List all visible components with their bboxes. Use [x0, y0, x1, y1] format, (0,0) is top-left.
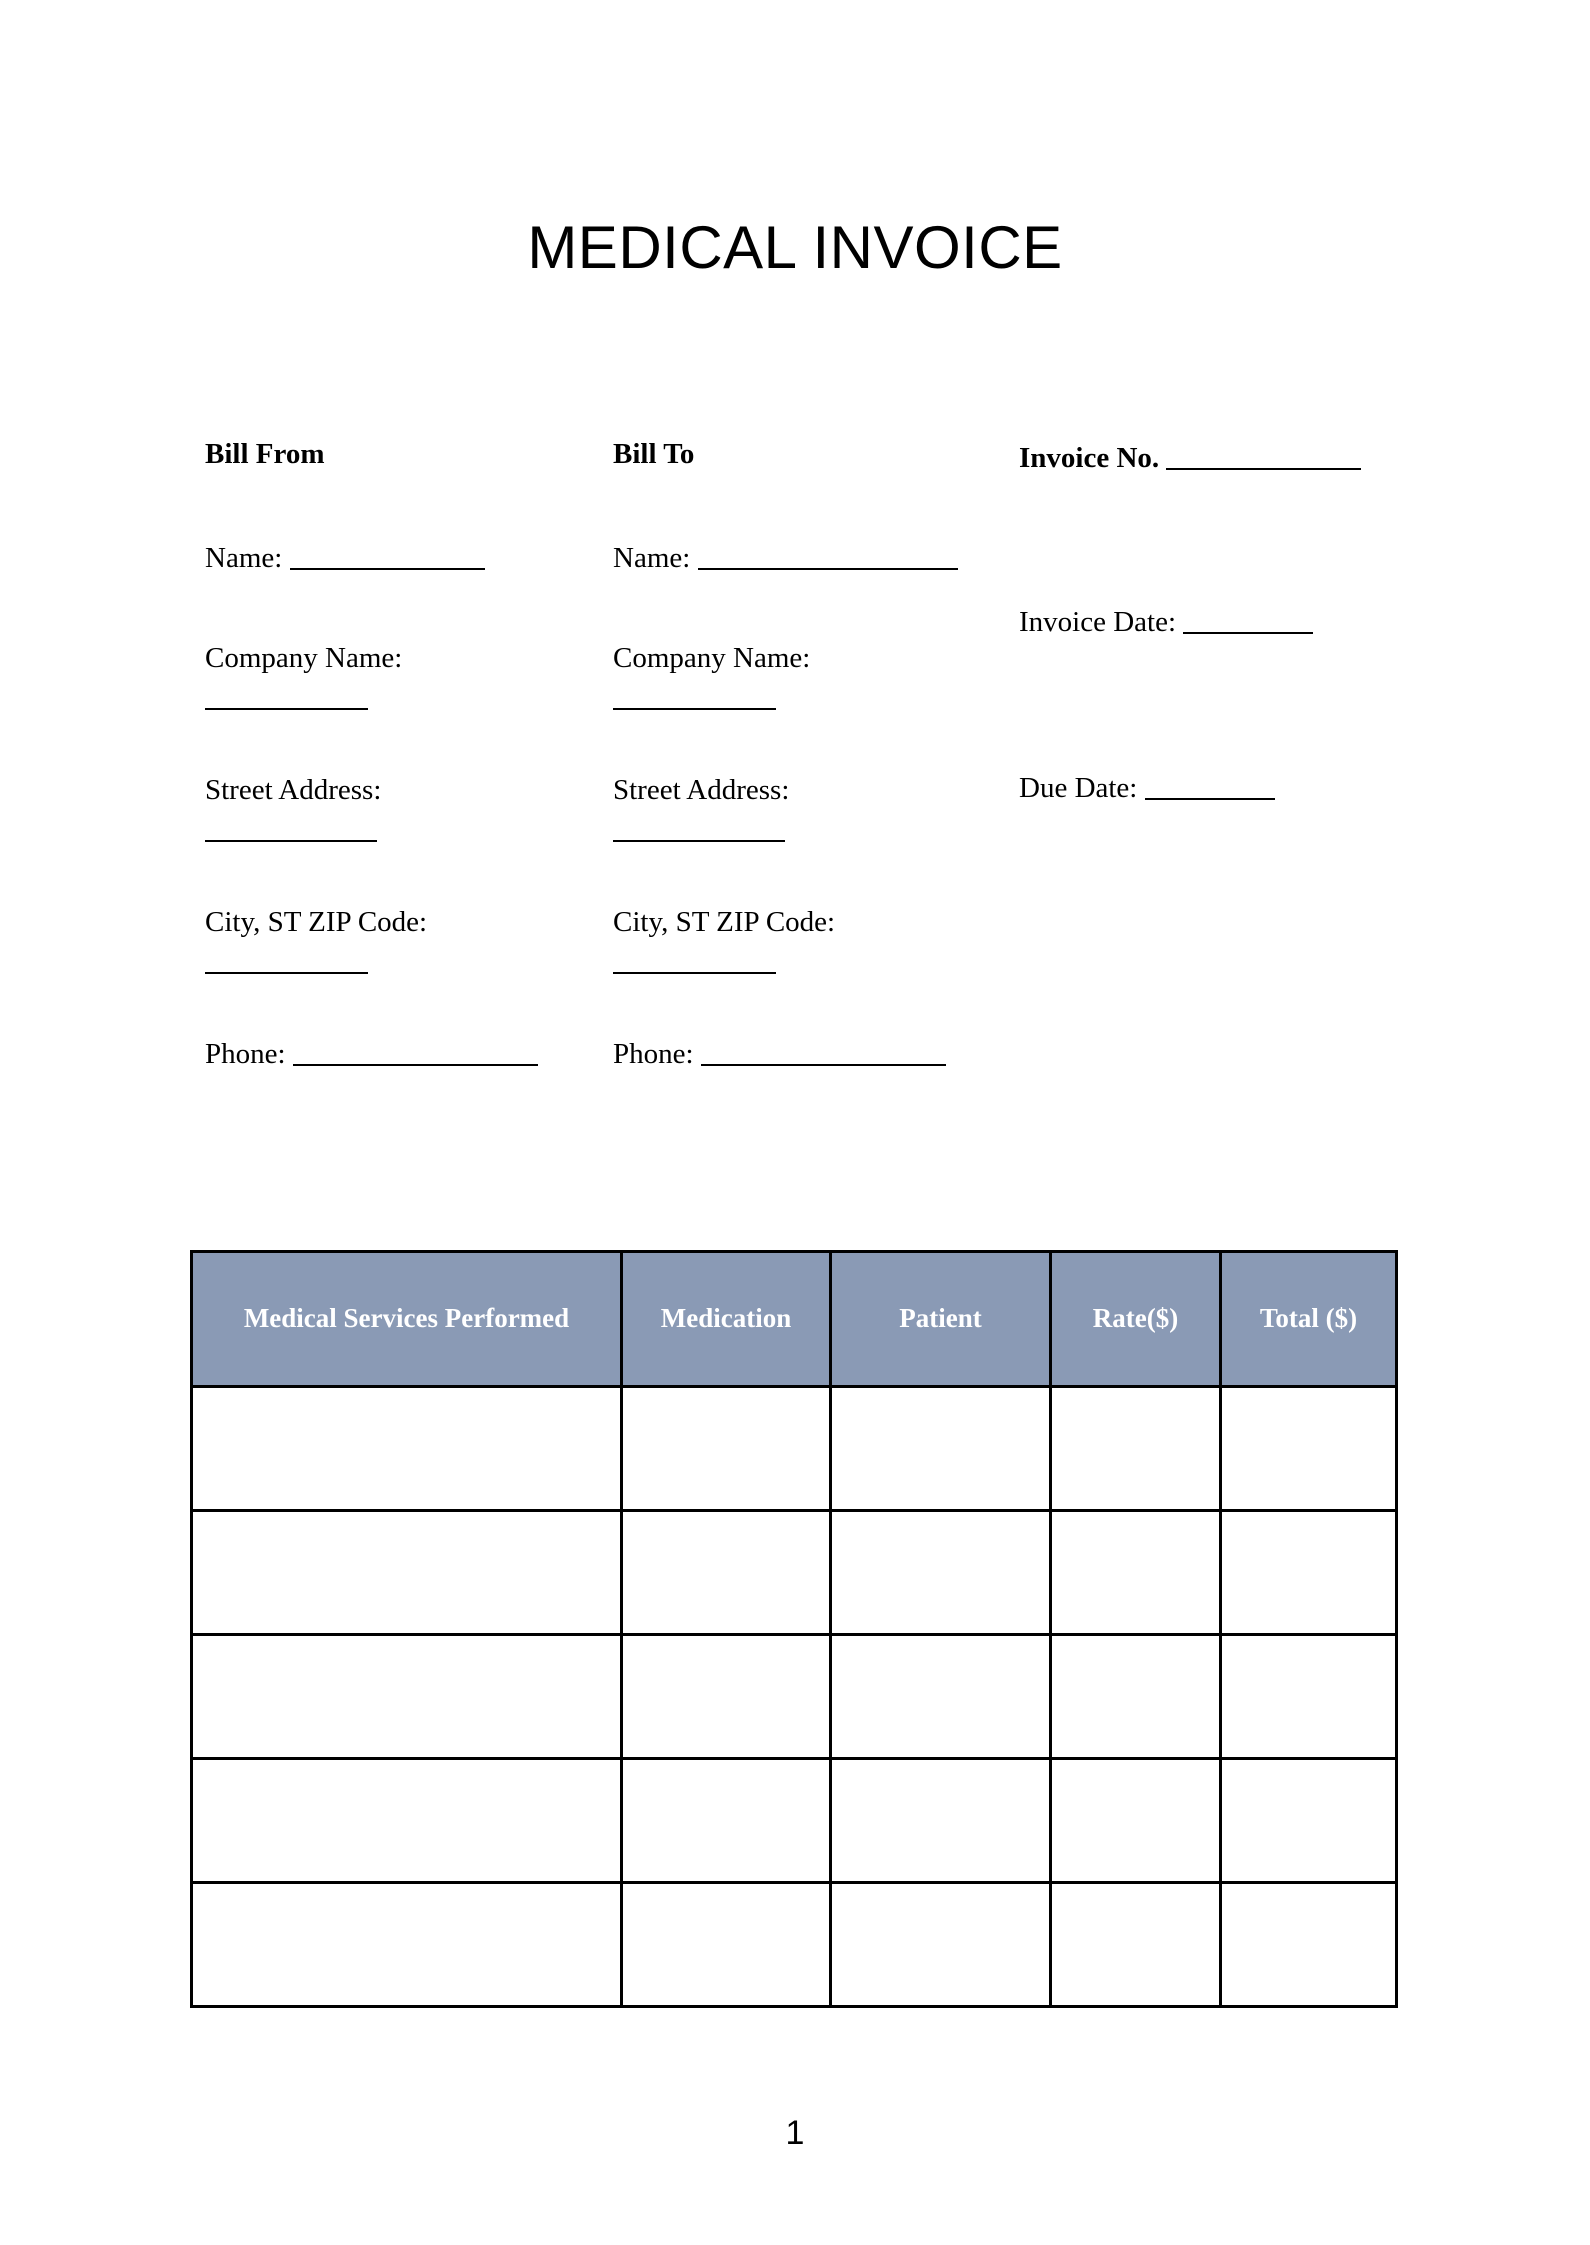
cell-total[interactable] — [1221, 1883, 1397, 2007]
cell-patient[interactable] — [831, 1387, 1051, 1511]
cell-total[interactable] — [1221, 1635, 1397, 1759]
cell-rate[interactable] — [1051, 1759, 1221, 1883]
column-header-total[interactable]: Total ($) — [1221, 1252, 1397, 1387]
bill-to-phone-field[interactable] — [613, 1036, 946, 1074]
invoice-number-input-rule[interactable] — [1166, 468, 1361, 470]
table-row — [192, 1387, 1397, 1511]
cell-rate[interactable] — [1051, 1883, 1221, 2007]
cell-total[interactable] — [1221, 1387, 1397, 1511]
due-date-input-rule[interactable] — [1145, 798, 1275, 800]
cell-services[interactable] — [192, 1511, 622, 1635]
table-row — [192, 1759, 1397, 1883]
cell-services[interactable] — [192, 1883, 622, 2007]
cell-services[interactable] — [192, 1635, 622, 1759]
bill-from-name-input-rule[interactable] — [290, 568, 485, 570]
bill-to-name-field[interactable] — [613, 540, 958, 578]
bill-to-column — [613, 438, 1013, 1070]
cell-patient[interactable] — [831, 1759, 1051, 1883]
cell-rate[interactable] — [1051, 1387, 1221, 1511]
bill-to-street-field[interactable] — [613, 772, 943, 842]
page-number: 1 — [785, 2114, 805, 2152]
cell-total[interactable] — [1221, 1511, 1397, 1635]
bill-to-street-input-rule[interactable] — [613, 840, 785, 842]
bill-to-name-input-rule[interactable] — [698, 568, 958, 570]
invoice-date-label: Invoice Date: — [1019, 606, 1177, 638]
bill-to-heading: Bill To — [613, 438, 695, 470]
cell-total[interactable] — [1221, 1759, 1397, 1883]
bill-to-city-input-rule[interactable] — [613, 972, 776, 974]
table-row — [192, 1883, 1397, 2007]
invoice-date-field[interactable] — [1019, 604, 1313, 642]
bill-from-heading: Bill From — [205, 438, 325, 470]
invoice-date-input-rule[interactable] — [1183, 632, 1313, 634]
cell-patient[interactable] — [831, 1883, 1051, 2007]
column-header-patient[interactable]: Patient — [831, 1252, 1051, 1387]
bill-from-company-field[interactable] — [205, 640, 535, 710]
bill-to-company-input-rule[interactable] — [613, 708, 776, 710]
services-table — [190, 1250, 1398, 2008]
services-table-head — [192, 1252, 1397, 1387]
bill-from-name-field[interactable] — [205, 540, 485, 578]
bill-from-street-field[interactable] — [205, 772, 535, 842]
cell-medication[interactable] — [622, 1883, 831, 2007]
bill-from-company-label: Company Name: — [205, 642, 403, 674]
bill-to-company-label: Company Name: — [613, 642, 811, 674]
cell-rate[interactable] — [1051, 1511, 1221, 1635]
bill-to-company-field[interactable] — [613, 640, 943, 710]
cell-medication[interactable] — [622, 1759, 831, 1883]
services-table-body — [192, 1387, 1397, 2007]
cell-services[interactable] — [192, 1759, 622, 1883]
invoice-number-field[interactable] — [1019, 440, 1361, 478]
bill-from-street-input-rule[interactable] — [205, 840, 377, 842]
bill-from-city-input-rule[interactable] — [205, 972, 368, 974]
bill-from-city-label: City, ST ZIP Code: — [205, 906, 428, 938]
bill-to-phone-label: Phone: — [613, 1038, 694, 1070]
due-date-label: Due Date: — [1019, 772, 1138, 804]
bill-from-phone-field[interactable] — [205, 1036, 538, 1074]
cell-services[interactable] — [192, 1387, 622, 1511]
bill-to-city-label: City, ST ZIP Code: — [613, 906, 836, 938]
cell-patient[interactable] — [831, 1511, 1051, 1635]
bill-from-city-field[interactable] — [205, 904, 535, 974]
cell-rate[interactable] — [1051, 1635, 1221, 1759]
invoice-number-label: Invoice No. — [1019, 442, 1160, 474]
column-header-medication[interactable]: Medication — [622, 1252, 831, 1387]
bill-to-name-label: Name: — [613, 542, 691, 574]
cell-medication[interactable] — [622, 1635, 831, 1759]
cell-medication[interactable] — [622, 1511, 831, 1635]
table-row — [192, 1635, 1397, 1759]
bill-from-phone-input-rule[interactable] — [293, 1064, 538, 1066]
bill-to-street-label: Street Address: — [613, 774, 790, 806]
bill-from-name-label: Name: — [205, 542, 283, 574]
bill-to-phone-input-rule[interactable] — [701, 1064, 946, 1066]
bill-from-column — [205, 438, 605, 1070]
column-header-rate[interactable]: Rate($) — [1051, 1252, 1221, 1387]
bill-from-phone-label: Phone: — [205, 1038, 286, 1070]
page-title: MEDICAL INVOICE — [527, 214, 1063, 281]
bill-from-company-input-rule[interactable] — [205, 708, 368, 710]
cell-patient[interactable] — [831, 1635, 1051, 1759]
invoice-info-region — [0, 440, 1590, 1120]
cell-medication[interactable] — [622, 1387, 831, 1511]
table-header-row — [192, 1252, 1397, 1387]
due-date-field[interactable] — [1019, 770, 1275, 808]
column-header-services[interactable]: Medical Services Performed — [192, 1252, 622, 1387]
bill-to-city-field[interactable] — [613, 904, 943, 974]
table-row — [192, 1511, 1397, 1635]
bill-from-street-label: Street Address: — [205, 774, 382, 806]
